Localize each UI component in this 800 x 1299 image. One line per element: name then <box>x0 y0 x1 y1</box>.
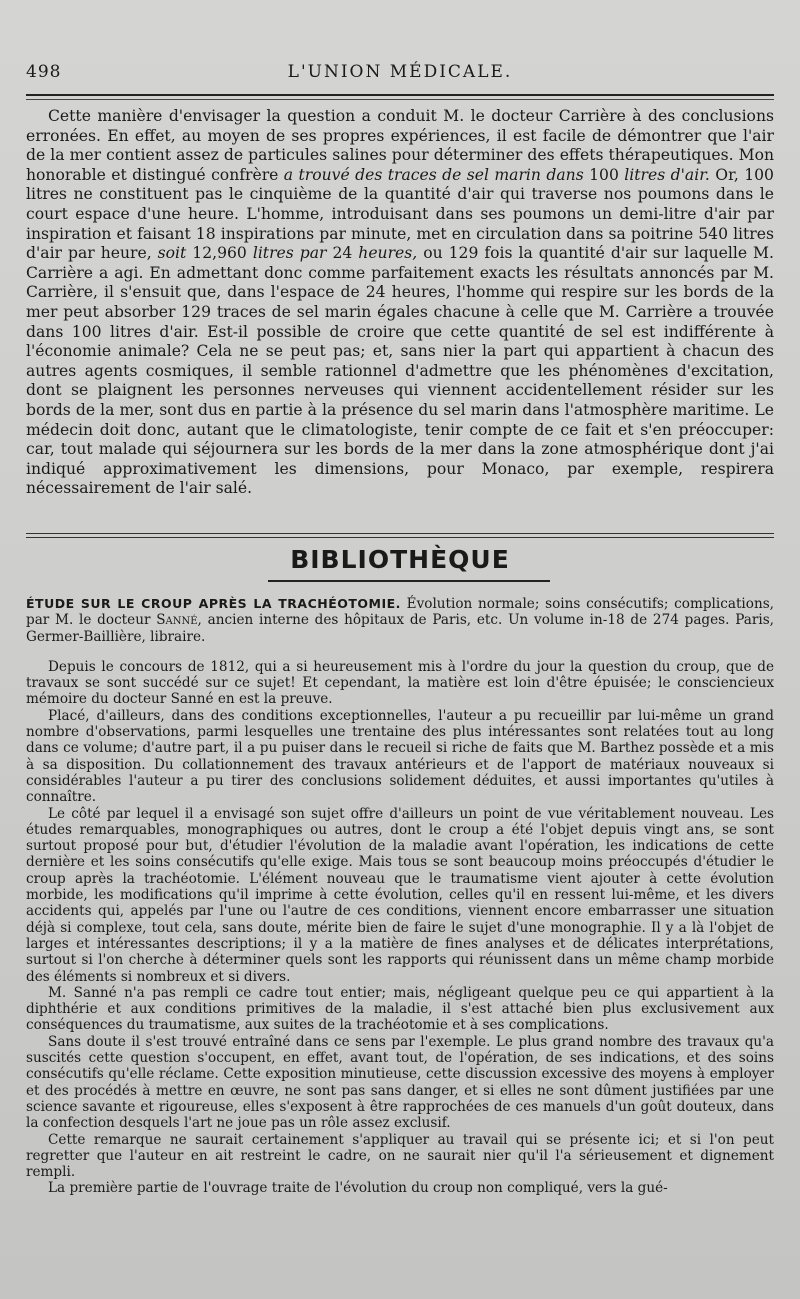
review-section <box>26 596 774 1197</box>
italic-run: soit <box>157 244 187 263</box>
italic-run: litres d'air. <box>624 165 710 184</box>
header-rule <box>26 94 774 96</box>
text-run: 100 <box>583 165 625 184</box>
text-run: Or, 100 litres ne constituent pas le cinquième de la quantité d'air qui traverse nos poumons dans le court espace d'une heure. L'homme, introduisant dans ses poumons un demi-litre d'air par inspiration et faisant 18 inspirations par minute, met en circulation dans sa poitrine 540 litres d'air par heure, <box>26 165 774 263</box>
review-paragraph: Cette remarque ne saurait certainement s'appliquer au travail qui se présente ici; et si l'on peut regretter que l'auteur en ait restreint le cadre, on ne saurait nier qu'il l'a sérieusement et dignement rempli. <box>26 1131 774 1181</box>
review-paragraph: M. Sanné n'a pas rempli ce cadre tout entier; mais, négligeant quelque peu ce qui appartient à la diphthérie et aux conditions primitives de la maladie, il s'est attaché bien plus exclusivement aux conséquences du traumatisme, aux suites de la trachéotomie et à ses complications. <box>26 984 774 1034</box>
section-heading: BIBLIOTHÈQUE <box>290 545 510 574</box>
section-rule-thin <box>26 537 774 538</box>
section-heading-underline <box>268 580 550 582</box>
page-header <box>26 62 774 88</box>
review-paragraph: La première partie de l'ouvrage traite de l'évolution du croup non compliqué, vers la gué- <box>48 1180 668 1197</box>
review-author: Sanné <box>156 612 198 629</box>
journal-title: L'UNION MÉDICALE. <box>287 62 513 82</box>
review-paragraph: Le côté par lequel il a envisagé son sujet offre d'ailleurs un point de vue véritablement nouveau. Les études remarquables, monographiques ou autres, dont le croup a été l'objet depuis vingt ans, se sont surtout proposé pour but, d'étudier l'évolution de la maladie avant l'opération, les indications de cette dernière et les soins consécutifs qu'elle exige. Mais tous se sont beaucoup moins préoccupés d'étudier le croup après la trachéotomie. L'élément nouveau que le traumatisme vient ajouter à cette évolution morbide, les modifications qu'il imprime à cette évolution, celles qu'il en ressent lui-même, et les divers accidents qui, appelés par l'une ou l'autre de ces conditions, viennent encore embarrasser une situation déjà si complexe, tout cela, sans doute, mérite bien de faire le sujet d'une monographie. Il y a là l'objet de larges et intéressantes descriptions; il y a la matière de fines analyses et de délicates interprétations, surtout si l'on cherche à déterminer quels sont les rapports qui réunissent dans un même champ morbide des éléments si nombreux et si divers. <box>26 805 774 985</box>
text-run: ou 129 fois la quantité d'air sur laquelle M. Carrière a agi. En admettant donc comme parfaitement exacts les résultats annoncés par M. Carrière, il s'ensuit que, dans l'espace de 24 heures, l'homme qui respire sur les bords de la mer peut absorber 129 traces de sel marin égales chacune à celle que M. Carrière a trouvée dans 100 litres d'air. Est-il possible de croire que cette quantité de sel est indifférente à l'économie animale? Cela ne se peut pas; et, sans nier la part qui appartient à chacun des autres agents cosmiques, il semble rationnel d'admettre que les phénomènes d'excitation, dont se plaignent les personnes nerveuses qui viennent accidentellement résider sur les bords de la mer, sont dus en partie à la présence du sel marin dans l'atmosphère maritime. Le médecin doit donc, autant que le climatologiste, tenir compte de ce fait et s'en préoccuper: car, tout malade qui séjournera sur les bords de la mer dans la zone atmosphérique dont j'ai indiqué approximativement les dimensions, pour Monaco, par exemple, respirera nécessairement de l'air salé. <box>26 244 774 498</box>
italic-run: heures, <box>358 244 418 263</box>
italic-run: litres par <box>252 244 327 263</box>
italic-run: a trouvé des traces de sel marin dans <box>283 165 584 184</box>
text-run: Cette manière d'envisager la question a conduit M. le docteur Carrière à des conclusions erronées. En effet, au moyen de ses propres expériences, il est facile de démontrer que l'air de la mer contient assez de particules salines pour déterminer des effets thérapeutiques. Mon honorable et distingué confrère <box>26 107 774 184</box>
text-run: 24 <box>326 244 359 263</box>
page-number: 498 <box>26 62 62 82</box>
review-heading <box>26 596 774 645</box>
text-run: 12,960 <box>186 244 253 263</box>
review-paragraph: Placé, d'ailleurs, dans des conditions exceptionnelles, l'auteur a pu recueillir par lui-même un grand nombre d'observations, parmi lesquelles une trentaine des plus intéressantes sont relatées tout au long dans ce volume; d'autre part, il a pu puiser dans le recueil si riche de faits que M. Barthez possède et a mis à sa disposition. Du collationnement des travaux antérieurs et de l'apport de matériaux nouveaux si considérables l'auteur a pu tirer des conclusions solidement déduites, et aussi importantes qu'utiles à connaître. <box>26 707 774 806</box>
body-text <box>26 107 774 499</box>
section-rule <box>26 533 774 534</box>
text-run: , ancien interne des hôpitaux de Paris, etc. Un volume in-18 de 274 pages. Paris, Germer-Baillière, libraire. <box>26 612 774 645</box>
review-title: ÉTUDE SUR LE CROUP APRÈS LA TRACHÉOTOMIE. <box>26 596 401 611</box>
header-rule-thin <box>26 99 774 100</box>
body-paragraph <box>26 107 774 499</box>
review-paragraph: Depuis le concours de 1812, qui a si heureusement mis à l'ordre du jour la question du croup, que de travaux se sont succédé sur ce sujet! Et cependant, la matière est loin d'être épuisée; le consciencieux mémoire du docteur Sanné en est la preuve. <box>26 658 774 708</box>
review-paragraph: Sans doute il s'est trouvé entraîné dans ce sens par l'exemple. Le plus grand nombre des travaux qu'a suscités cette question s'occupent, en effet, avant tout, de l'opération, de ses indications, et des soins consécutifs qu'elle réclame. Cette exposition minutieuse, cette discussion excessive des moyens à employer et des procédés à mettre en œuvre, ne sont pas sans danger, et si elles ne sont dûment justifiées par une science savante et rigoureuse, elles s'exposent à être rapprochées de ces manuels d'un goût douteux, dans la confection desquels l'art ne joue pas un rôle assez exclusif. <box>26 1033 774 1132</box>
text-run: Évolution normale; soins consécutifs; complications, par M. le docteur <box>26 596 774 629</box>
